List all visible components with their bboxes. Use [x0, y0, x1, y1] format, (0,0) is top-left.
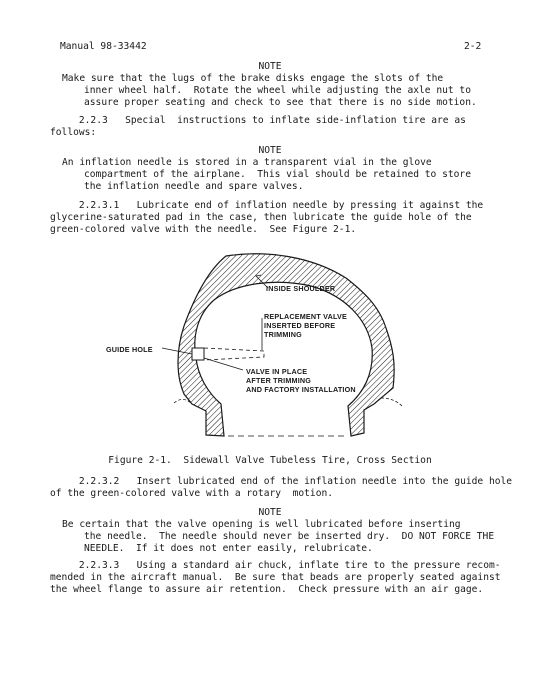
paragraph-line: glycerine-saturated pad in the case, then lubricate the guide hole of the	[50, 212, 472, 223]
label-valve-in-place: AND FACTORY INSTALLATION	[246, 385, 356, 394]
note-line: NEEDLE. If it does not enter easily, relubricate.	[84, 543, 373, 554]
tire-cross-section-figure	[96, 248, 426, 448]
paragraph-line: the wheel flange to assure air retention. Check pressure with an air gage.	[50, 584, 484, 595]
paragraph-line: follows:	[50, 127, 97, 138]
note-body-2	[62, 157, 482, 193]
paragraph-line: of the green-colored valve with a rotary motion.	[50, 488, 334, 499]
leader-valve-in-place	[204, 358, 243, 370]
note-line: assure proper seating and check to see that there is no side motion.	[84, 97, 477, 108]
right-bead	[381, 398, 402, 406]
label-replacement-valve: TRIMMING	[264, 330, 302, 339]
note-body-1	[62, 73, 482, 109]
note-line: the needle. The needle should never be inserted dry. DO NOT FORCE THE	[84, 531, 495, 542]
note-line: inner wheel half. Rotate the wheel while adjusting the axle nut to	[84, 85, 471, 96]
note-line: An inflation needle is stored in a transparent vial in the glove	[62, 157, 432, 168]
paragraph-line: mended in the aircraft manual. Be sure that beads are properly seated against	[50, 572, 501, 583]
paragraph-line: 2.2.3.3 Using a standard air chuck, inflate tire to the pressure recom-	[50, 560, 501, 571]
manual-number: Manual 98-33442	[60, 41, 147, 52]
paragraph-2-2-3-1	[50, 200, 490, 236]
paragraph-2-2-3-3	[50, 560, 520, 596]
label-replacement-valve: REPLACEMENT VALVE	[264, 312, 347, 321]
paragraph-line: green-colored valve with the needle. See Figure 2-1.	[50, 224, 357, 235]
paragraph-line: 2.2.3 Special instructions to inflate side-inflation tire are as	[50, 115, 466, 126]
guide-hole-valve	[192, 348, 204, 360]
label-inside-shoulder: INSIDE SHOULDER	[266, 284, 336, 293]
page-number: 2-2	[464, 41, 482, 52]
label-valve-in-place: AFTER TRIMMING	[246, 376, 312, 385]
note-body-3	[62, 519, 495, 555]
note-line: compartment of the airplane. This vial should be retained to store	[84, 169, 471, 180]
tire-sidewall	[178, 254, 394, 436]
note-line: the inflation needle and spare valves.	[84, 181, 304, 192]
paragraph-2-2-3-2	[50, 476, 513, 500]
replacement-valve-outline	[204, 348, 264, 360]
label-valve-in-place: VALVE IN PLACE	[246, 367, 308, 376]
note-heading-2: NOTE	[258, 145, 282, 156]
label-replacement-valve: INSERTED BEFORE	[264, 321, 336, 330]
note-line: Make sure that the lugs of the brake disks engage the slots of the	[62, 73, 444, 84]
paragraph-line: 2.2.3.1 Lubricate end of inflation needle by pressing it against the	[50, 200, 484, 211]
figure-caption: Figure 2-1. Sidewall Valve Tubeless Tire, Cross Section	[108, 455, 432, 466]
note-line: Be certain that the valve opening is well lubricated before inserting	[62, 519, 461, 530]
note-heading-1: NOTE	[258, 61, 282, 72]
paragraph-line: 2.2.3.2 Insert lubricated end of the inflation needle into the guide hole	[50, 476, 513, 487]
paragraph-2-2-3	[50, 115, 490, 139]
note-heading-3: NOTE	[258, 507, 282, 518]
label-guide-hole: GUIDE HOLE	[106, 345, 153, 354]
